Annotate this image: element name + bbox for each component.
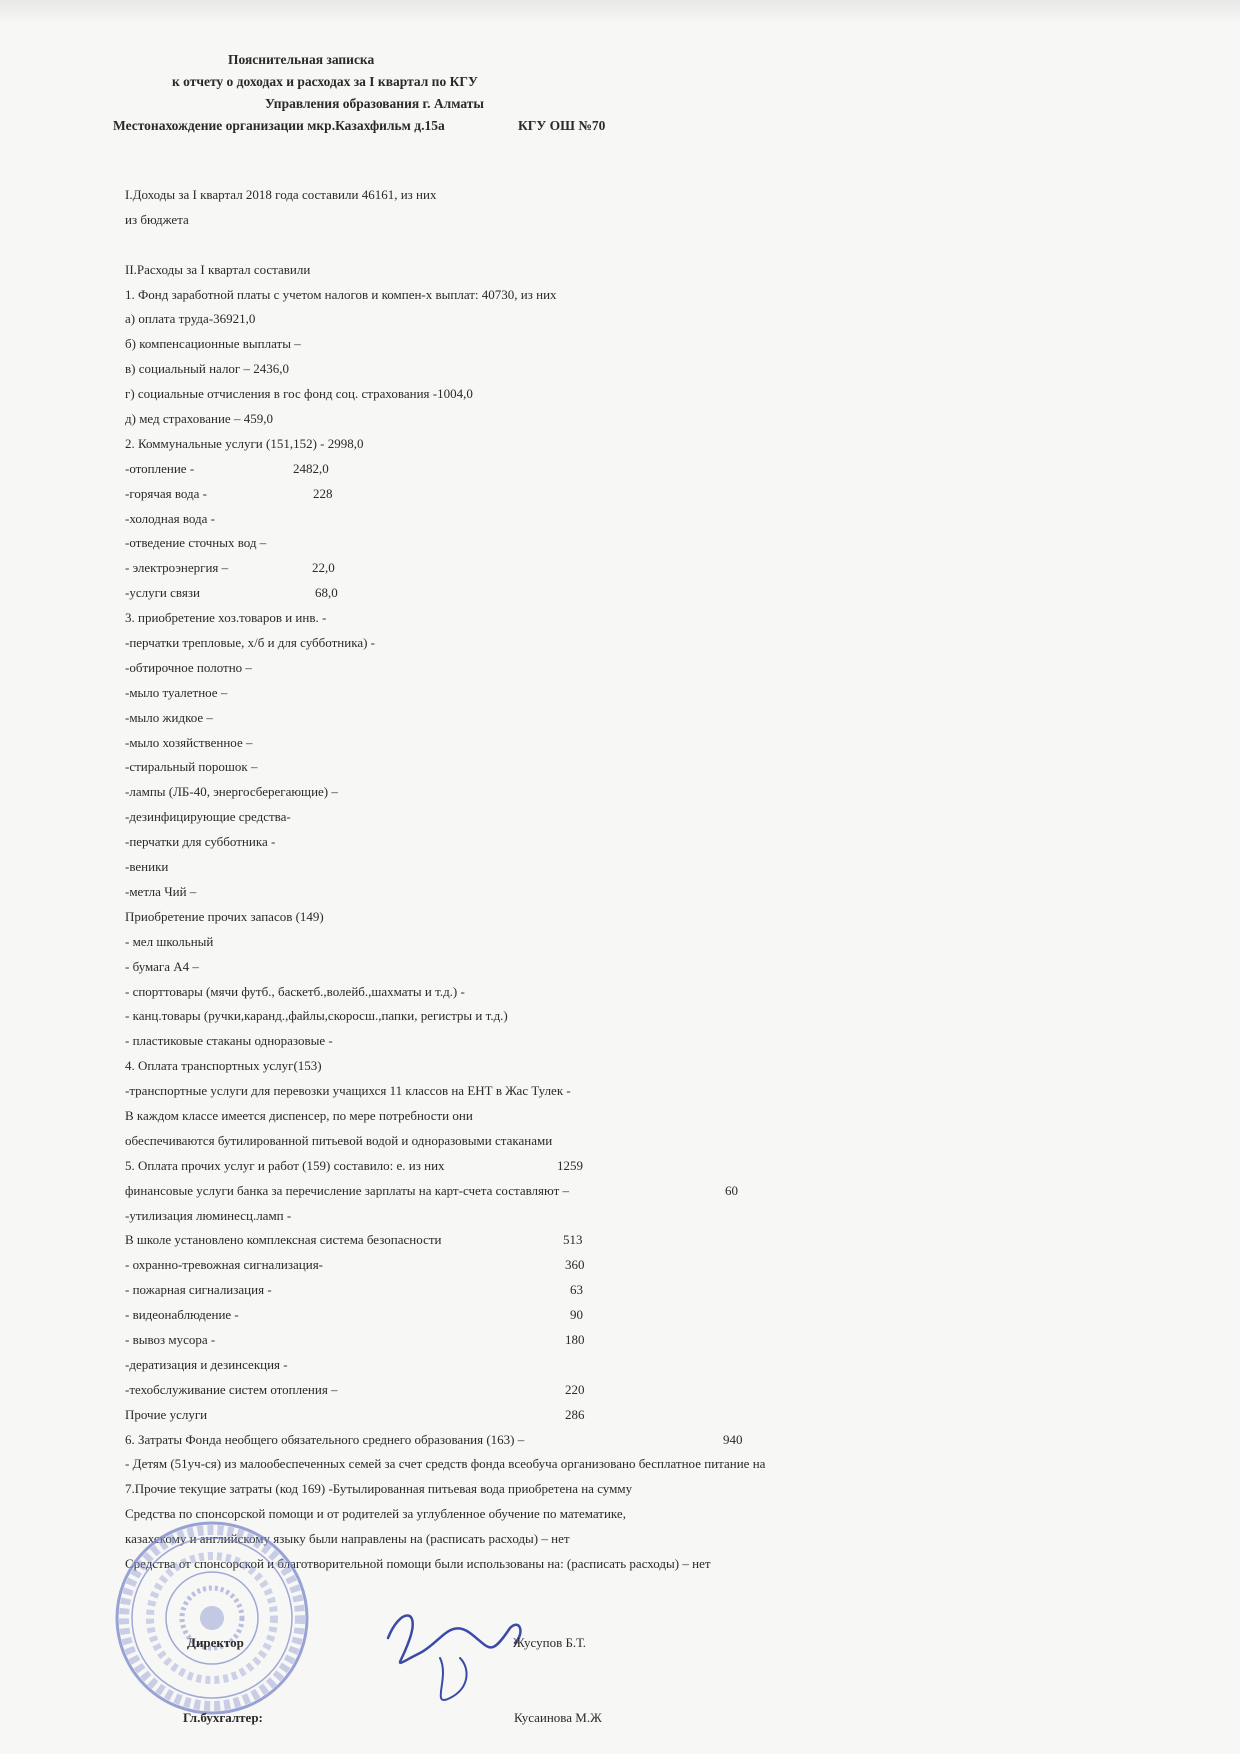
line-text: в) социальный налог – 2436,0 [125,361,290,377]
line-text: 1. Фонд заработной платы с учетом налогов и компен-х выплат: 40730, из них [125,286,557,302]
document-line [125,805,1125,830]
document-line [125,1328,1125,1353]
line-value: 513 [563,1232,583,1248]
document-line [125,507,1125,532]
line-text: Средства по спонсорской помощи и от родителей за углубленное обучение по математике, [125,1506,626,1522]
document-line [125,606,1125,631]
document-line [125,1228,1125,1253]
line-text: -услуги связи [125,585,200,601]
line-text: -веники [125,859,169,875]
line-text: -мыло туалетное – [125,684,228,700]
document-line [125,830,1125,855]
document-line [125,258,1125,283]
line-text: 2. Коммунальные услуги (151,152) - 2998,0 [125,435,364,451]
document-line [125,631,1125,656]
document-line [125,656,1125,681]
line-value: 63 [570,1282,583,1298]
line-value: 60 [725,1182,738,1198]
director-name: Жусупов Б.Т. [513,1635,587,1650]
doc-subtitle: к отчету о доходах и расходах за I квартал по КГУ [172,74,478,89]
document-line [125,855,1125,880]
document-line [125,382,1125,407]
document-line [125,1154,1125,1179]
line-text: казахскому и английскому языку были направлены на (расписать расходы) – нет [125,1531,570,1547]
doc-location: Местонахождение организации мкр.Казахфильм д.15а [113,118,445,133]
document-line [125,457,1125,482]
official-seal-stamp [112,1518,312,1718]
document-line [125,1079,1125,1104]
document-line [125,1004,1125,1029]
line-text: В каждом классе имеется диспенсер, по мере потребности они [125,1107,473,1123]
document-line [125,357,1125,382]
document-line [125,531,1125,556]
document-line [125,1104,1125,1129]
document-line [125,731,1125,756]
line-text: -техобслуживание систем отопления – [125,1381,338,1397]
document-line [125,482,1125,507]
line-value: 68,0 [315,585,338,601]
line-value: 360 [565,1257,585,1273]
document-line [125,1378,1125,1403]
line-text: - спорттовары (мячи футб., баскетб.,волейб.,шахматы и т.д.) - [125,983,465,999]
document-line [125,233,1125,258]
doc-title: Пояснительная записка [228,52,375,67]
line-value: 2482,0 [293,460,329,476]
line-text: -лампы (ЛБ-40, энергосберегающие) – [125,784,338,800]
line-text: -дератизация и дезинсекция - [125,1356,288,1372]
line-text: -утилизация люминесц.ламп - [125,1207,292,1223]
scan-top-edge [0,0,1240,24]
line-text: В школе установлено комплексная система безопасности [125,1232,442,1248]
line-value: 940 [723,1431,743,1447]
document-line [125,1029,1125,1054]
document-line [125,556,1125,581]
line-text: Прочие услуги [125,1406,208,1422]
line-text: -мыло хозяйственное – [125,734,253,750]
line-text: II.Расходы за I квартал составили [125,261,311,277]
line-text: -отведение сточных вод – [125,535,267,551]
document-line [125,1303,1125,1328]
line-text: б) компенсационные выплаты – [125,336,301,352]
line-text: финансовые услуги банка за перечисление зарплаты на карт-счета составляют – [125,1182,569,1198]
document-line [125,780,1125,805]
line-text: - пластиковые стаканы одноразовые - [125,1033,333,1049]
line-value: 180 [565,1331,585,1347]
line-text: -дезинфицирующие средства- [125,809,291,825]
line-text: 7.Прочие текущие затраты (код 169) -Бутылированная питьевая вода приобретена на сумму [125,1481,633,1497]
line-text: - канц.товары (ручки,каранд.,файлы,скоросш.,папки, регистры и т.д.) [125,1008,508,1024]
line-value: 228 [313,485,333,501]
line-text: -транспортные услуги для перевозки учащихся 11 классов на ЕНТ в Жас Тулек - [125,1083,571,1099]
line-text: 6. Затраты Фонда необщего обязательного среднего образования (163) – [125,1431,525,1447]
line-text: -перчатки трепловые, х/б и для субботника) - [125,635,375,651]
document-line [125,407,1125,432]
doc-organization: Управления образования г. Алматы [265,96,484,111]
line-text: 5. Оплата прочих услуг и работ (159) составило: е. из них [125,1157,445,1173]
line-text: д) мед страхование – 459,0 [125,411,273,427]
line-text: -перчатки для субботника - [125,834,276,850]
line-text: Средства от спонсорской и благотворительной помощи были использованы на: (расписать расходы) – нет [125,1555,711,1571]
document-line [125,1353,1125,1378]
document-line [125,307,1125,332]
document-line [125,1253,1125,1278]
line-text: - вывоз мусора - [125,1331,216,1347]
line-text: 3. приобретение хоз.товаров и инв. - [125,610,327,626]
line-text: г) социальные отчисления в гос фонд соц. страхования -1004,0 [125,386,473,402]
document-line [125,955,1125,980]
line-text: а) оплата труда-36921,0 [125,311,256,327]
doc-school-name: КГУ ОШ №70 [518,118,606,133]
line-text: 4. Оплата транспортных услуг(153) [125,1058,322,1074]
document-line [125,432,1125,457]
document-line [125,283,1125,308]
accountant-title: Гл.бухгалтер: [183,1710,263,1725]
document-line [125,1129,1125,1154]
line-text: -отопление - [125,460,195,476]
document-line [125,1204,1125,1229]
document-line [125,681,1125,706]
line-text: - охранно-тревожная сигнализация- [125,1257,324,1273]
income-line: I.Доходы за I квартал 2018 года составили 46161, из них [125,187,437,202]
director-title: Директор [187,1635,244,1650]
document-line [125,755,1125,780]
document-line [125,1403,1125,1428]
document-line [125,1278,1125,1303]
line-text: - Детям (51уч-ся) из малообеспеченных семей за счет средств фонда всеобуча организовано бесплатное питание на [125,1456,766,1472]
line-text: -холодная вода - [125,510,215,526]
document-body [125,183,1125,1577]
document-line [125,1477,1125,1502]
line-value: 220 [565,1381,585,1397]
line-value: 90 [570,1307,583,1323]
line-value: 1259 [557,1157,583,1173]
line-text: -горячая вода - [125,485,207,501]
document-line [125,1428,1125,1453]
document-line [125,905,1125,930]
line-text: -метла Чий – [125,883,197,899]
document-line [125,332,1125,357]
income-source-line: из бюджета [125,211,189,227]
accountant-name: Кусаинова М.Ж [514,1710,602,1725]
line-text: - бумага А4 – [125,958,199,974]
document-line [125,581,1125,606]
line-text: - мел школьный [125,933,214,949]
document-line [125,980,1125,1005]
line-text: Приобретение прочих запасов (149) [125,908,324,924]
line-value: 286 [565,1406,585,1422]
line-text: - видеонаблюдение - [125,1307,239,1323]
document-line [125,706,1125,731]
document-line [125,1179,1125,1204]
line-text: -стиральный порошок – [125,759,258,775]
document-line [125,930,1125,955]
document-line [125,1452,1125,1477]
line-value: 22,0 [312,560,335,576]
document-line [125,880,1125,905]
line-text: - пожарная сигнализация - [125,1282,272,1298]
document-line [125,1054,1125,1079]
director-signature [380,1598,530,1718]
line-text: -мыло жидкое – [125,709,213,725]
line-text: обеспечиваются бутилированной питьевой водой и одноразовыми стаканами [125,1132,553,1148]
line-text: -обтирочное полотно – [125,659,252,675]
line-text: - электроэнергия – [125,560,229,576]
